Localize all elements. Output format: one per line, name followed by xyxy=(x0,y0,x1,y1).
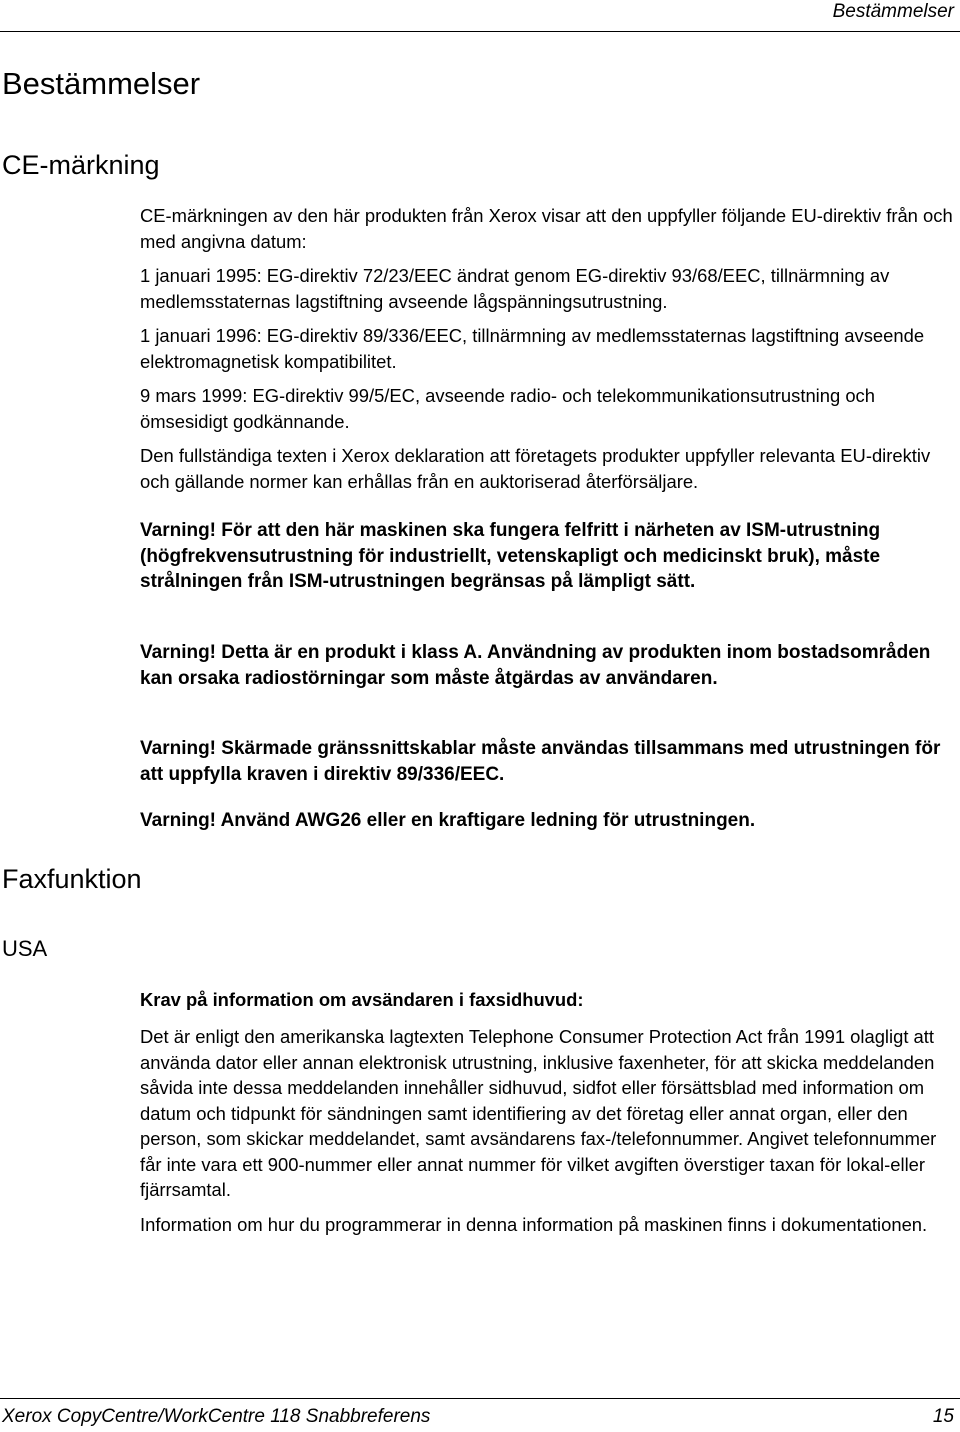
page-title: Bestämmelser xyxy=(2,66,201,101)
ce-paragraph: Den fullständiga texten i Xerox deklaration att företagets produkter uppfyller relevanta EU-direktiv och gällande normer kan erhållas från en auktoriserad återförsäljare. xyxy=(140,445,931,492)
ce-paragraph: CE-märkningen av den här produkten från Xerox visar att den uppfyller följande EU-direktiv från och med angivna datum: xyxy=(140,205,953,252)
header-rule xyxy=(0,31,960,32)
warning-4: Varning! Använd AWG26 eller en kraftigare ledning för utrustningen. xyxy=(140,810,756,831)
page-number: 15 xyxy=(932,1406,954,1427)
fax-heading: Faxfunktion xyxy=(2,864,142,894)
warning-2: Varning! Detta är en produkt i klass A. Användning av produkten inom bostadsområden kan orsaka radiostörningar som måste åtgärdas av användaren. xyxy=(140,642,931,689)
warning-1: Varning! För att den här maskinen ska fungera felfritt i närheten av ISM-utrustning (högfrekvensutrustning för industriellt, vetenskapligt och medicinskt bruk), måste strålningen från ISM-utrustningen begränsas på lämpligt sätt. xyxy=(140,520,881,592)
fax-section-title: Krav på information om avsändaren i faxsidhuvud: xyxy=(140,989,584,1010)
running-header: Bestämmelser xyxy=(832,1,954,22)
fax-subheading: USA xyxy=(2,936,48,961)
footer-rule xyxy=(0,1398,960,1399)
warning-3: Varning! Skärmade gränssnittskablar måste användas tillsammans med utrustningen för att uppfylla kraven i direktiv 89/336/EEC. xyxy=(140,738,941,785)
ce-paragraph: 9 mars 1999: EG-direktiv 99/5/EC, avseende radio- och telekommunikationsutrustning och ömsesidigt godkännande. xyxy=(140,385,875,432)
ce-body xyxy=(140,203,956,503)
ce-heading: CE-märkning xyxy=(2,150,160,180)
fax-paragraph: Det är enligt den amerikanska lagtexten Telephone Consumer Protection Act från 1991 olagligt att använda dator eller annan elektronisk utrustning, inklusive faxenheter, för att skicka meddelanden såvida inte dessa meddelanden innehåller sidhuvud, sidfot eller försättsblad med information om datum och tidpunkt för sändningen samt identifiering av det företag eller annat organ, eller den person, som skickar meddelandet, samt avsändarens fax-/telefonnummer. Angivet telefonnummer får inte vara ett 900-nummer eller annat nummer för vilket avgiften överstiger taxan för lokal-eller fjärrsamtal. xyxy=(140,1026,937,1200)
ce-paragraph: 1 januari 1996: EG-direktiv 89/336/EEC, tillnärmning av medlemsstaternas lagstiftning avseende elektromagnetisk kompatibilitet. xyxy=(140,325,925,372)
footer-product: Xerox CopyCentre/WorkCentre 118 Snabbreferens xyxy=(2,1406,431,1427)
ce-paragraph: 1 januari 1995: EG-direktiv 72/23/EEC ändrat genom EG-direktiv 93/68/EEC, tillnärmning av medlemsstaternas lagstiftning avseende lågspänningsutrustning. xyxy=(140,265,890,312)
fax-body xyxy=(140,1024,956,1246)
fax-paragraph: Information om hur du programmerar in denna information på maskinen finns i dokumentationen. xyxy=(140,1213,928,1235)
